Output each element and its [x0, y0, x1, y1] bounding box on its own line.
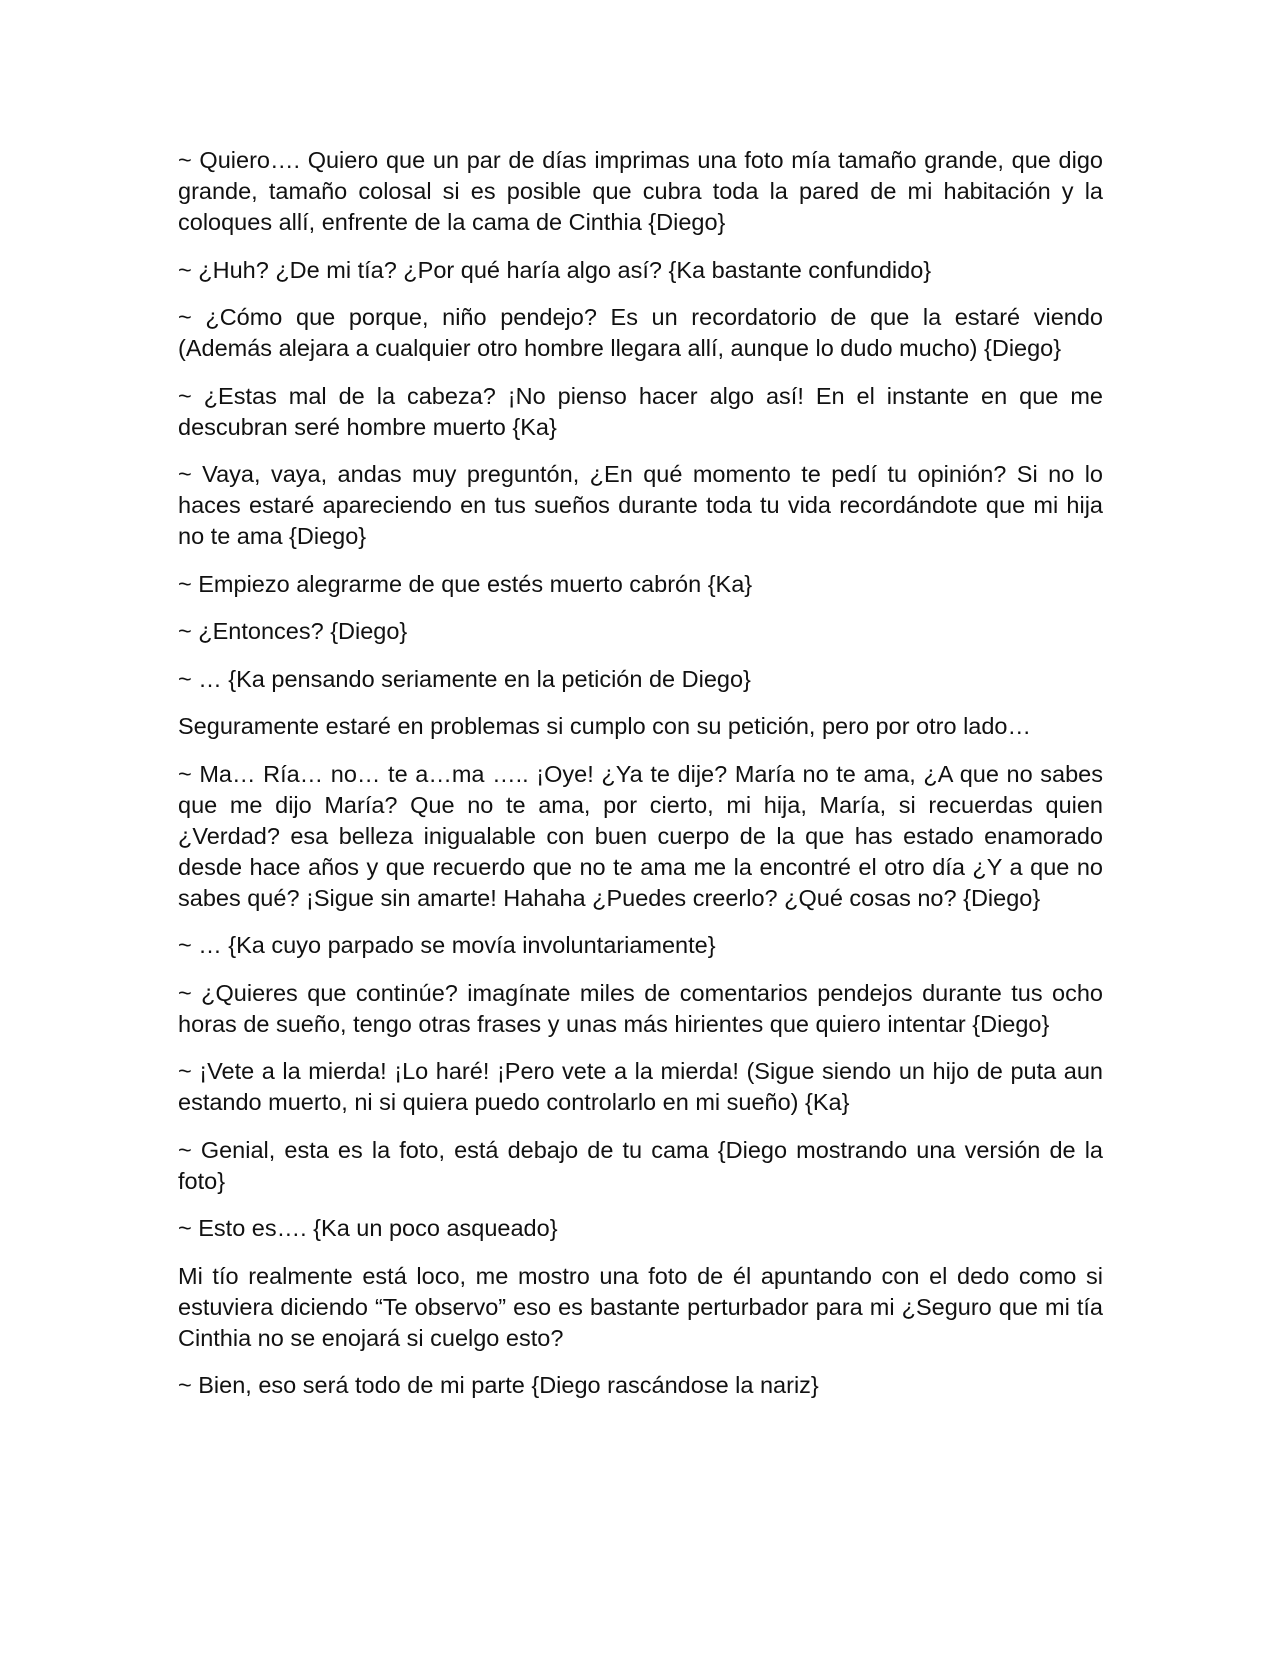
paragraph-6: ~ Empiezo alegrarme de que estés muerto cabrón {Ka}	[178, 570, 753, 597]
paragraph-14: ~ Genial, esta es la foto, está debajo de tu cama {Diego mostrando una versión de la foto}	[178, 1136, 1103, 1194]
paragraph-5: ~ Vaya, vaya, andas muy preguntón, ¿En qué momento te pedí tu opinión? Si no lo haces estaré apareciendo en tus sueños durante toda tu vida recordándote que mi hija no te ama {Diego}	[178, 461, 1103, 549]
paragraph-12: ~ ¿Quieres que continúe? imagínate miles de comentarios pendejos durante tus ocho horas de sueño, tengo otras frases y unas más hirientes que quiero intentar {Diego}	[178, 979, 1103, 1037]
paragraph-13: ~ ¡Vete a la mierda! ¡Lo haré! ¡Pero vete a la mierda! (Sigue siendo un hijo de puta aun estando muerto, ni si quiera puedo controlarlo en mi sueño) {Ka}	[178, 1058, 1103, 1115]
paragraph-11: ~ … {Ka cuyo parpado se movía involuntariamente}	[178, 932, 716, 958]
paragraph-2: ~ ¿Huh? ¿De mi tía? ¿Por qué haría algo así? {Ka bastante confundido}	[178, 256, 932, 283]
paragraph-16: Mi tío realmente está loco, me mostro una foto de él apuntando con el dedo como si estuviera diciendo “Te observo” eso es bastante perturbador para mi ¿Seguro que mi tía Cinthia no se enojará si cuelgo esto?	[178, 1262, 1103, 1351]
document-page	[178, 145, 1103, 1418]
paragraph-9: Seguramente estaré en problemas si cumplo con su petición, pero por otro lado…	[178, 713, 1031, 739]
paragraph-15: ~ Esto es…. {Ka un poco asqueado}	[178, 1215, 558, 1241]
paragraph-3: ~ ¿Cómo que porque, niño pendejo? Es un recordatorio de que la estaré viendo (Además alejara a cualquier otro hombre llegara allí, aunque lo dudo mucho) {Diego}	[178, 304, 1103, 361]
paragraph-4: ~ ¿Estas mal de la cabeza? ¡No pienso hacer algo así! En el instante en que me descubran seré hombre muerto {Ka}	[178, 382, 1103, 440]
paragraph-8: ~ … {Ka pensando seriamente en la petición de Diego}	[178, 665, 751, 692]
paragraph-7: ~ ¿Entonces? {Diego}	[178, 618, 408, 644]
paragraph-1: ~ Quiero…. Quiero que un par de días imprimas una foto mía tamaño grande, que digo grande, tamaño colosal si es posible que cubra toda la pared de mi habitación y la coloques allí, enfrente de la cama de Cinthia {Diego}	[178, 147, 1103, 235]
paragraph-10: ~ Ma… Ría… no… te a…ma ….. ¡Oye! ¿Ya te dije? María no te ama, ¿A que no sabes que me dijo María? Que no te ama, por cierto, mi hija, María, si recuerdas quien ¿Verdad? esa belleza inigualable con buen cuerpo de la que has estado enamorado desde hace años y que recuerdo que no te ama me la encontré el otro día ¿Y a que no sabes qué? ¡Sigue sin amarte! Hahaha ¿Puedes creerlo? ¿Qué cosas no? {Diego}	[178, 760, 1103, 911]
paragraph-17: ~ Bien, eso será todo de mi parte {Diego rascándose la nariz}	[178, 1372, 819, 1398]
